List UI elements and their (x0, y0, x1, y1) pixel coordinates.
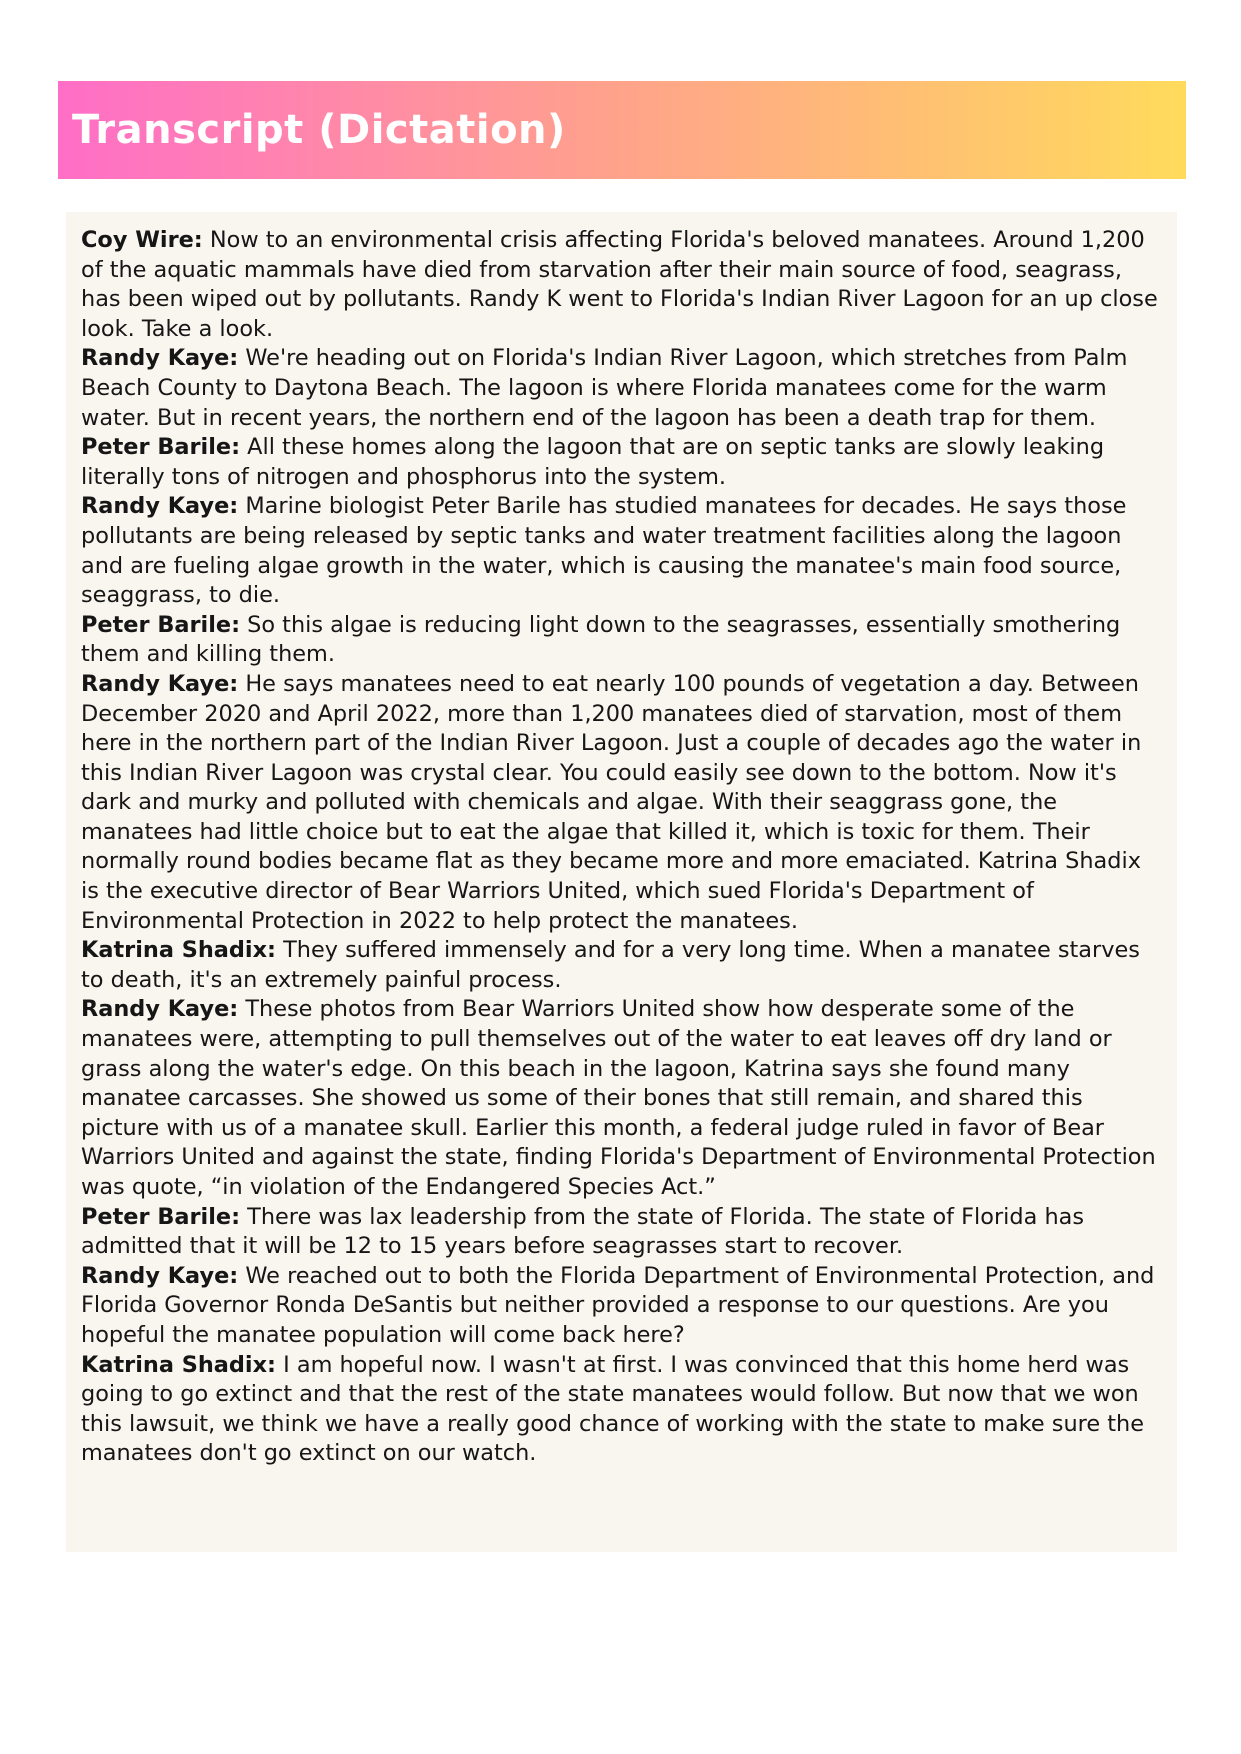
transcript-turn (81, 226, 1163, 344)
speaker-name: Peter Barile: (81, 1203, 241, 1230)
transcript-turn (81, 611, 1163, 670)
transcript-turn (81, 1203, 1163, 1262)
transcript-body (66, 212, 1177, 1552)
transcript-turn (81, 492, 1163, 610)
turn-text: Marine biologist Peter Barile has studied manatees for decades. He says those pollutants are being released by septic tanks and water treatment facilities along the lagoon and are fueling algae growth in the water, which is causing the manatee's main food source, seaggrass, to die. (81, 493, 1127, 609)
title-banner (58, 81, 1186, 179)
turn-text: He says manatees need to eat nearly 100 pounds of vegetation a day. Between December 2020 and April 2022, more than 1,200 manatees died of starvation, most of them here in the northern part of the Indian River Lagoon. Just a couple of decades ago the water in this Indian River Lagoon was crystal clear. You could easily see down to the bottom. Now it's dark and murky and polluted with chemicals and algae. With their seaggrass gone, the manatees had little choice but to eat the algae that killed it, which is toxic for them. Their normally round bodies became flat as they became more and more emaciated. Katrina Shadix is the executive director of Bear Warriors United, which sued Florida's Department of Environmental Protection in 2022 to help protect the manatees. (81, 670, 1142, 934)
page-title: Transcript (Dictation) (72, 107, 566, 153)
speaker-name: Randy Kaye: (81, 493, 239, 520)
transcript-turn (81, 1351, 1163, 1469)
turn-text: We're heading out on Florida's Indian River Lagoon, which stretches from Palm Beach County to Daytona Beach. The lagoon is where Florida manatees come for the warm water. But in recent years, the northern end of the lagoon has been a death trap for them. (81, 345, 1128, 431)
turn-text: These photos from Bear Warriors United show how desperate some of the manatees were, attempting to pull themselves out of the water to eat leaves off dry land or grass along the water's edge. On this beach in the lagoon, Katrina says she found many manatee carcasses. She showed us some of their bones that still remain, and shared this picture with us of a manatee skull. Earlier this month, a federal judge ruled in favor of Bear Warriors United and against the state, finding Florida's Department of Environmental Protection was quote, “in violation of the Endangered Species Act.” (81, 996, 1156, 1200)
turn-text: They suffered immensely and for a very long time. When a manatee starves to death, it's an extremely painful process. (81, 937, 1140, 993)
turn-text: We reached out to both the Florida Department of Environmental Protection, and Florida Governor Ronda DeSantis but neither provided a response to our questions. Are you hopeful the manatee population will come back here? (81, 1262, 1155, 1348)
turn-text: I am hopeful now. I wasn't at first. I was convinced that this home herd was going to go extinct and that the rest of the state manatees would follow. But now that we won this lawsuit, we think we have a really good chance of working with the state to make sure the manatees don't go extinct on our watch. (81, 1351, 1145, 1467)
speaker-name: Randy Kaye: (81, 996, 239, 1023)
transcript-turn (81, 1262, 1163, 1351)
transcript-turn (81, 433, 1163, 492)
transcript-turn (81, 995, 1163, 1202)
turn-text: Now to an environmental crisis affecting Florida's beloved manatees. Around 1,200 of the aquatic mammals have died from starvation after their main source of food, seagrass, has been wiped out by pollutants. Randy K went to Florida's Indian River Lagoon for an up close look. Take a look. (81, 227, 1158, 342)
speaker-name: Randy Kaye: (81, 345, 239, 372)
turn-text: So this algae is reducing light down to the seagrasses, essentially smothering them and killing them. (81, 611, 1121, 668)
transcript-turn (81, 344, 1163, 433)
speaker-name: Peter Barile: (81, 434, 241, 461)
speaker-name: Randy Kaye: (81, 1262, 239, 1289)
transcript-turn (81, 670, 1163, 936)
speaker-name: Peter Barile: (81, 611, 241, 638)
speaker-name: Katrina Shadix: (81, 1351, 276, 1378)
speaker-name: Randy Kaye: (81, 670, 239, 697)
turn-text: All these homes along the lagoon that are on septic tanks are slowly leaking literally tons of nitrogen and phosphorus into the system. (81, 434, 1105, 490)
speaker-name: Coy Wire: (81, 227, 203, 253)
speaker-name: Katrina Shadix: (81, 937, 276, 964)
transcript-turn (81, 936, 1163, 995)
turn-text: There was lax leadership from the state of Florida. The state of Florida has admitted that it will be 12 to 15 years before seagrasses start to recover. (81, 1203, 1085, 1260)
